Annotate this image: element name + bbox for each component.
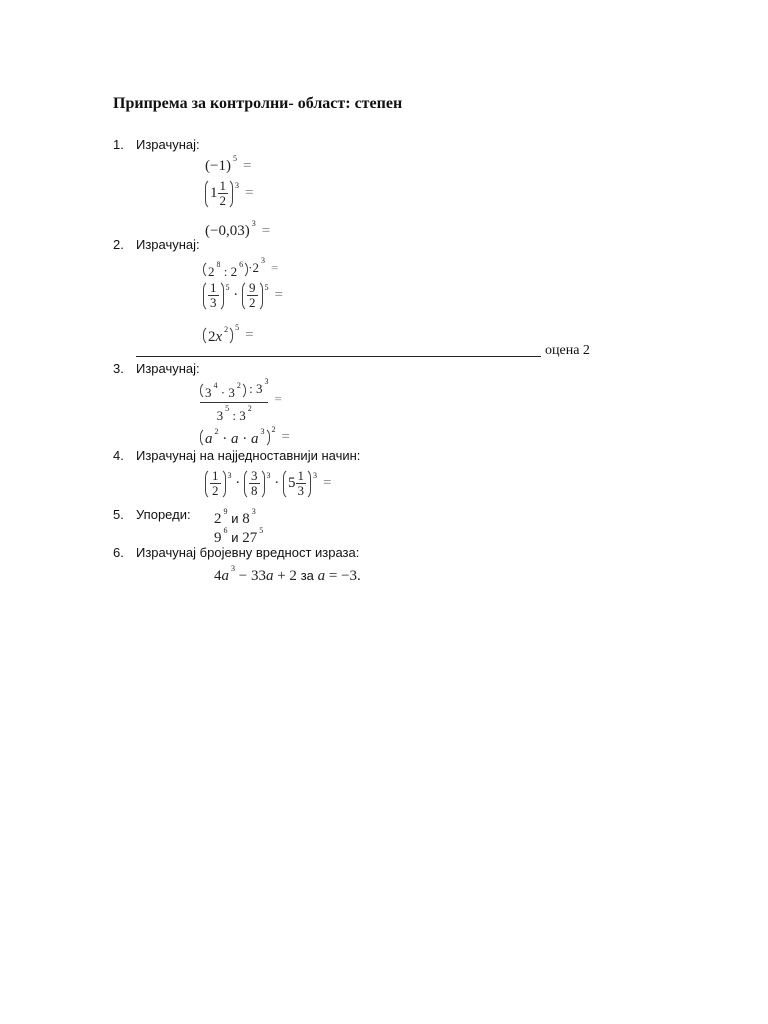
task-1-expr-a: (−1) $^5$ =	[205, 154, 252, 174]
task-3-expr-b: a $^2$ · a · a $^3$ $^2$ =	[200, 426, 290, 448]
task-6-number: 6.	[113, 545, 124, 560]
task-6-label: Израчунај бројевну вредност израза:	[136, 545, 360, 560]
page-title: Припрема за контролни- област: степен	[113, 95, 403, 112]
task-2-expr-a: 2 $^8$ : 2 $^6$ ·2 $^3$ =	[203, 257, 278, 279]
task-5-label: Упореди:	[136, 507, 191, 522]
task-2-number: 2.	[113, 237, 124, 252]
task-2-expr-c: 2x $^2$ $^5$ =	[203, 324, 254, 346]
grade-divider	[136, 356, 541, 357]
grade-label: оцена 2	[545, 343, 590, 358]
task-3-label: Израчунај:	[136, 361, 200, 376]
task-1-expr-c: (−0,03) $^3$ =	[205, 219, 271, 239]
task-6-expr: 4a $^3$ − 33a + 2 за a = −3.	[214, 564, 361, 584]
task-2-label: Израчунај:	[136, 237, 200, 252]
task-1-number: 1.	[113, 137, 124, 152]
task-5-number: 5.	[113, 507, 124, 522]
task-1-expr-b: 1 $\frac{1}{2}$ $^3$ =	[205, 178, 253, 210]
task-2-expr-b: $\frac{1}{3}$ $^5$ · $\frac{9}{2}$ $^5$ =	[203, 280, 283, 312]
task-1-label: Израчунај:	[136, 137, 200, 152]
task-4-expr: $\frac{1}{2}$ $^3$ · $\frac{3}{8}$ $^3$ · 5 $\frac{1}{3}$ $^3$ =	[205, 468, 331, 500]
task-3-expr-a: $\frac{3 ^4 \cdot 3 ^2 : 3 ^3}{3 ^5 : 3 ^2}$ =	[200, 378, 282, 422]
task-5-compare-a: 2 $^9$ и 8 $^3$	[214, 507, 256, 527]
task-5-compare-b: 9 $^6$ и 27 $^5$	[214, 526, 264, 546]
task-3-number: 3.	[113, 361, 124, 376]
task-4-label: Израчунај на најједноставнији начин:	[136, 448, 361, 463]
task-4-number: 4.	[113, 448, 124, 463]
